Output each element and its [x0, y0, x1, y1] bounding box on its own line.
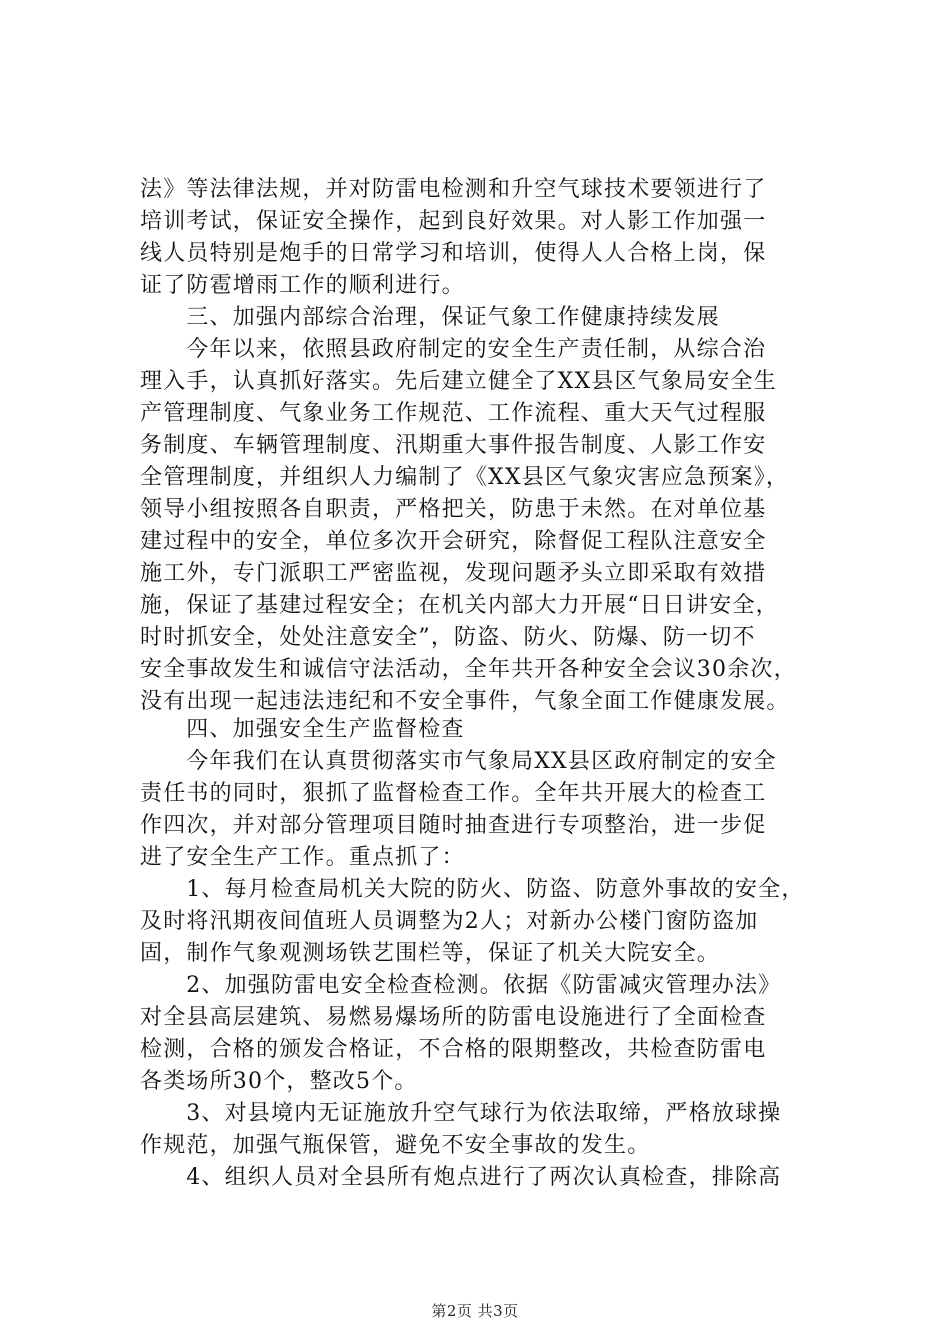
paragraph-internal-governance: 今年以来，依照县政府制定的安全生产责任制，从综合治 理入手，认真抓好落实。先后建立健全了XX县区气象局安全生 产管理制度、气象业务工作规范、工作流程、重大天气过程服 务制度、车辆管理制度、汛期重大事件报告制度、人影工作安 全管理制度，并组织人力编制了《XX县区气象灾害应急预案》， 领导小组按照各自职责，严格把关，防患于未然。在对单位基 建过程中的安全，单位多次开会研究，除督促工程队注意安全 施工外，专门派职工严密监视，发现问题矛头立即采取有效措 施，保证了基建过程安全；在机关内部大力开展“日日讲安全， 时时抓安全，处处注意安全”，防盗、防火、防爆、防一切不 安全事故发生和诚信守法活动，全年共开各种安全会议30余次， 没有出现一起违法违纪和不安全事件，气象全面工作健康发展。: [140, 337, 797, 714]
list-item-3: 3、对县境内无证施放升空气球行为依法取缔，严格放球操 作规范，加强气瓶保管，避免不安全事故的发生。: [140, 1101, 782, 1158]
list-item-1: 1、每月检查局机关大院的防火、防盗、防意外事故的安全， 及时将汛期夜间值班人员调整为2人；对新办公楼门窗防盗加 固，制作气象观测场铁艺围栏等，保证了机关大院安全。: [140, 877, 805, 966]
section-heading-4: 四、加强安全生产监督检查: [186, 717, 465, 742]
paragraph-training: 法》等法律法规，并对防雷电检测和升空气球技术要领进行了 培训考试，保证安全操作，起到良好效果。对人影工作加强一 线人员特别是炮手的日常学习和培训，使得人人合格上岗，保 证了防雹增雨工作的顺利进行。: [140, 177, 767, 298]
document-body-lower: [140, 714, 840, 1194]
section-heading-3: 三、加强内部综合治理，保证气象工作健康持续发展: [186, 305, 720, 330]
paragraph-supervision: 今年我们在认真贯彻落实市气象局XX县区政府制定的安全 责任书的同时，狠抓了监督检查工作。全年共开展大的检查工 作四次，并对部分管理项目随时抽查进行专项整治，进一步促 进了安全生产工作。重点抓了：: [140, 749, 777, 870]
list-item-4: 4、组织人员对全县所有炮点进行了两次认真检查，排除高: [186, 1165, 782, 1190]
document-body-upper: [140, 174, 840, 718]
list-item-2: 2、加强防雷电安全检查检测。依据《防雷减灾管理办法》 对全县高层建筑、易燃易爆场所的防雷电设施进行了全面检查 检测，合格的颁发合格证，不合格的限期整改，共检查防雷电 各类场所30个，整改5个。: [140, 973, 782, 1094]
page-footer: 第2页 共3页: [431, 1302, 519, 1320]
